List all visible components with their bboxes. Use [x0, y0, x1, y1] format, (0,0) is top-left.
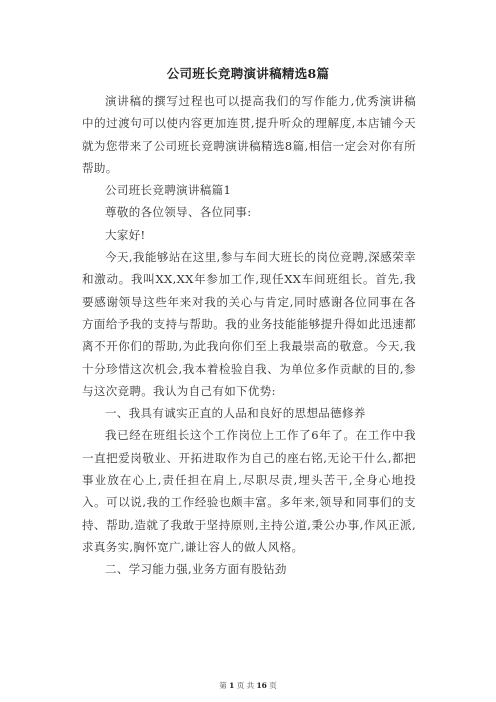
page-footer: [0, 680, 496, 691]
point-heading: 一、我具有诚实正直的人品和良好的思想品德修养: [105, 406, 366, 421]
greeting: 大家好!: [105, 227, 146, 242]
intro-paragraph: 演讲稿的撰写过程也可以提高我们的写作能力,优秀演讲稿中的过渡句可以使内容更加连贯,提升听众的理解度,本店铺今天就为您带来了公司班长竞聘演讲稿精选8篇,相信一定会对你有所帮助。: [82, 94, 416, 175]
section-heading: 公司班长竞聘演讲稿篇1: [105, 183, 232, 198]
salutation: 尊敬的各位领导、各位同事:: [105, 205, 252, 220]
footer-page-number: 1: [229, 681, 235, 690]
footer-suffix: 页: [269, 681, 277, 690]
footer-middle: 页 共: [236, 681, 255, 690]
document-title: 公司班长竞聘演讲稿精选8篇: [166, 66, 330, 81]
body-paragraph: 今天,我能够站在这里,参与车间大班长的岗位竞聘,深感荣幸和激动。我叫XX,XX年参加工作,现任XX车间班组长。首先,我要感谢领导这些年来对我的关心与肯定,同时感谢各位同事在各方面给予我的支持与帮助。我的业务技能能够提升得如此迅速都离不开你们的帮助,为此我向你们至上我最崇高的敬意。今天,我十分珍惜这次机会,我本着检验自我、为单位多作贡献的目的,参与这次竞聘。我认为自己有如下优势:: [82, 250, 416, 398]
footer-prefix: 第: [219, 681, 227, 690]
footer-total-pages: 16: [256, 681, 267, 690]
body-paragraph: 我已经在班组长这个工作岗位上工作了6年了。在工作中我一直把爱岗敬业、开拓进取作为自己的座右铭,无论干什么,都把事业放在心上,责任担在肩上,尽职尽责,埋头苦干,全身心地投入。可以说,我的工作经验也颇丰富。多年来,领导和同事们的支持、帮助,造就了我敢于坚持原则,主持公道,秉公办事,作风正派,求真务实,胸怀宽广,谦让容人的做人风格。: [82, 428, 416, 554]
point-heading: 二、学习能力强,业务方面有股钻劲: [105, 562, 287, 577]
document-body: [82, 90, 416, 581]
